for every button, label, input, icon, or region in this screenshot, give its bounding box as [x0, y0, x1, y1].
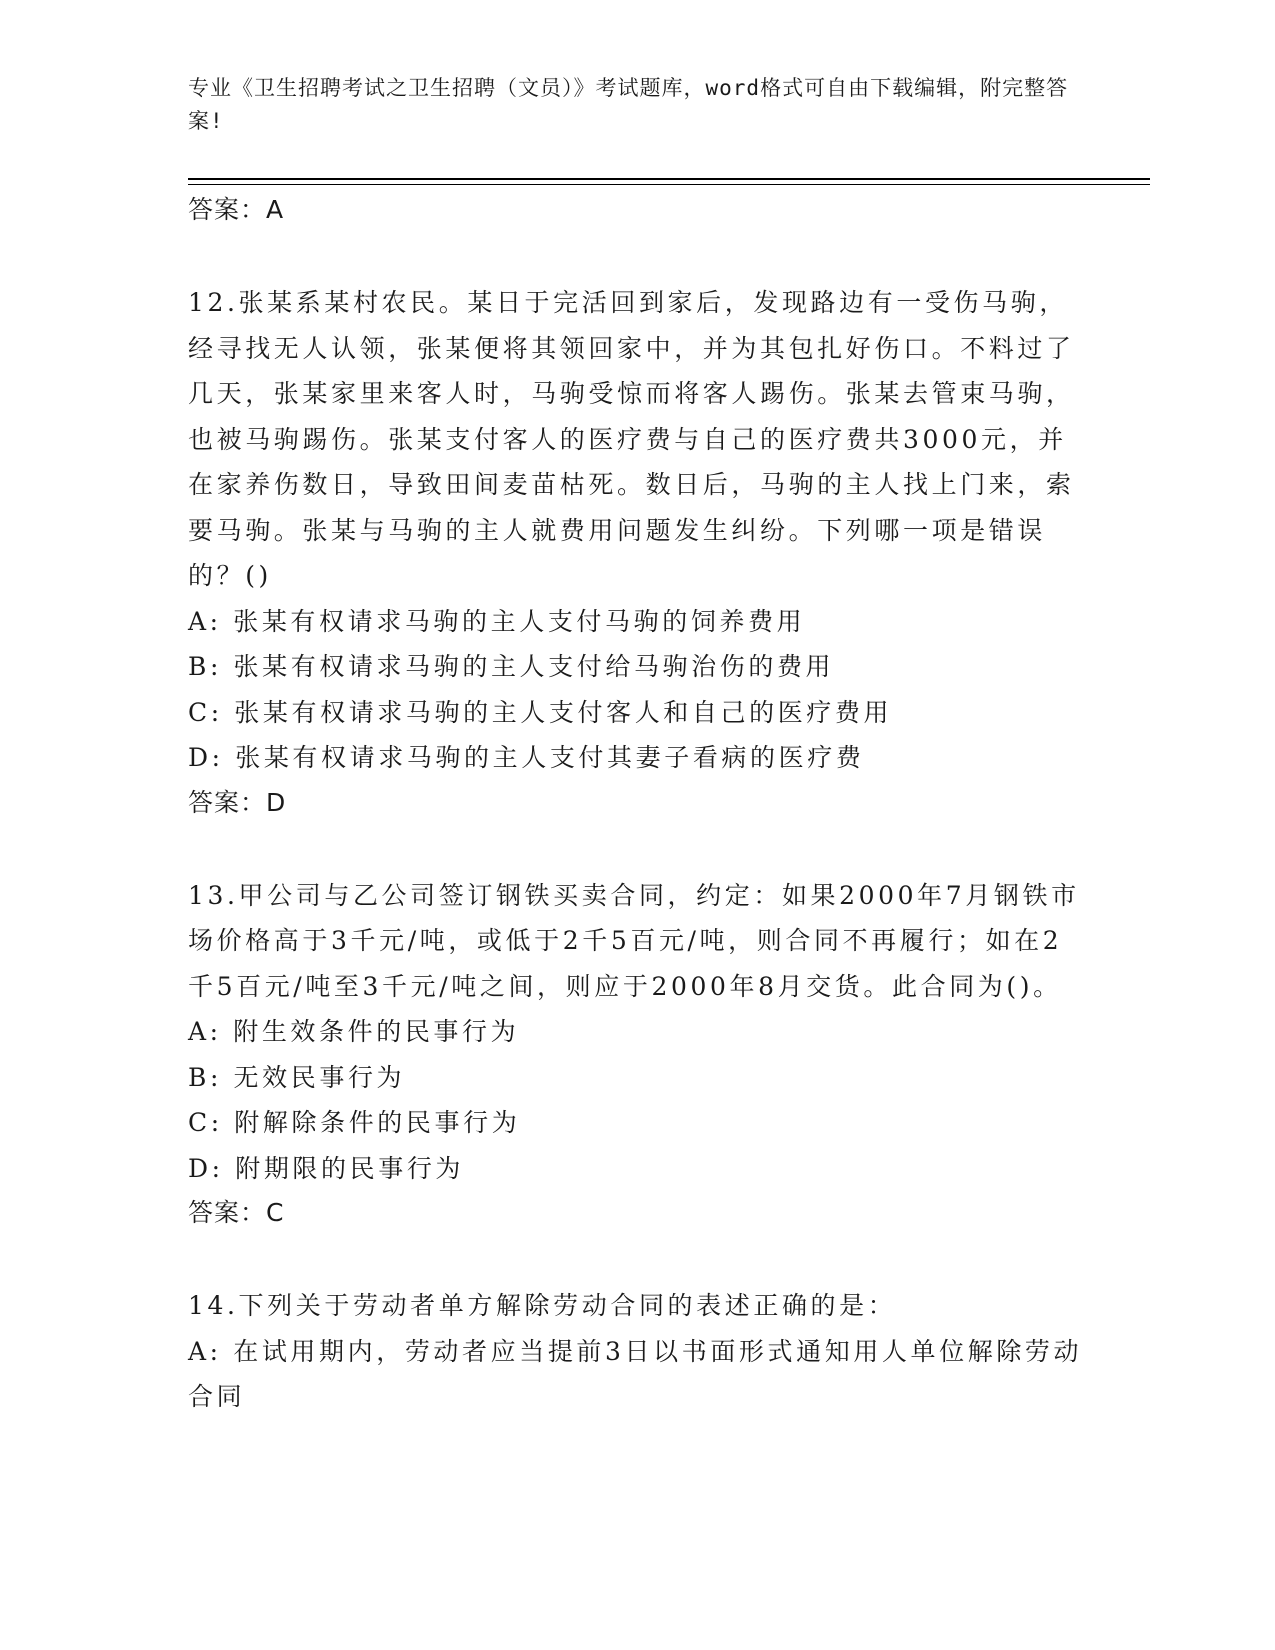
spacer	[188, 825, 1088, 873]
answer-label: 答案：C	[188, 1198, 285, 1227]
option-a: A: 张某有权请求马驹的主人支付马驹的饲养费用	[188, 606, 806, 636]
header-rule-thick	[188, 178, 1150, 180]
question-text: 13.甲公司与乙公司签订钢铁买卖合同，约定：如果2000年7月钢铁市场价格高于3千元/吨，或低于2千5百元/吨，则合同不再履行；如在2千5百元/吨至3千元/吨之间，则应于2000年8月交货。此合同为()。	[188, 880, 1080, 1001]
spacer	[188, 1235, 1088, 1283]
question-block	[188, 280, 1088, 825]
spacer	[188, 232, 1088, 280]
option-c: C: 张某有权请求马驹的主人支付客人和自己的医疗费用	[188, 697, 893, 727]
document-header: 专业《卫生招聘考试之卫生招聘（文员）》考试题库，word格式可自由下载编辑，附完整答案!	[188, 76, 1069, 133]
answer-label: 答案：A	[188, 195, 285, 224]
option-a: A: 在试用期内，劳动者应当提前3日以书面形式通知用人单位解除劳动合同	[188, 1336, 1083, 1411]
question-text: 14.下列关于劳动者单方解除劳动合同的表述正确的是：	[188, 1291, 897, 1320]
answer-label: 答案：D	[188, 787, 287, 817]
option-a: A: 附生效条件的民事行为	[188, 1017, 520, 1046]
question-block	[188, 1283, 1088, 1420]
header-rule-thin	[188, 184, 1150, 185]
question-text: 12.张某系某村农民。某日于完活回到家后，发现路边有一受伤马驹，经寻找无人认领，张某便将其领回家中，并为其包扎好伤口。不料过了几天，张某家里来客人时，马驹受惊而将客人踢伤。张某去管束马驹，也被马驹踢伤。张某支付客人的医疗费与自己的医疗费共3000元，并在家养伤数日，导致田间麦苗枯死。数日后，马驹的主人找上门来，索要马驹。张某与马驹的主人就费用问题发生纠纷。下列哪一项是错误的？()	[188, 288, 1075, 590]
document-body	[188, 188, 1088, 1420]
question-block	[188, 873, 1088, 1236]
option-b: B: 无效民事行为	[188, 1062, 406, 1092]
option-b: B: 张某有权请求马驹的主人支付给马驹治伤的费用	[188, 652, 835, 681]
option-d: D: 附期限的民事行为	[188, 1153, 465, 1183]
option-d: D: 张某有权请求马驹的主人支付其妻子看病的医疗费	[188, 743, 865, 772]
option-c: C: 附解除条件的民事行为	[188, 1108, 521, 1137]
